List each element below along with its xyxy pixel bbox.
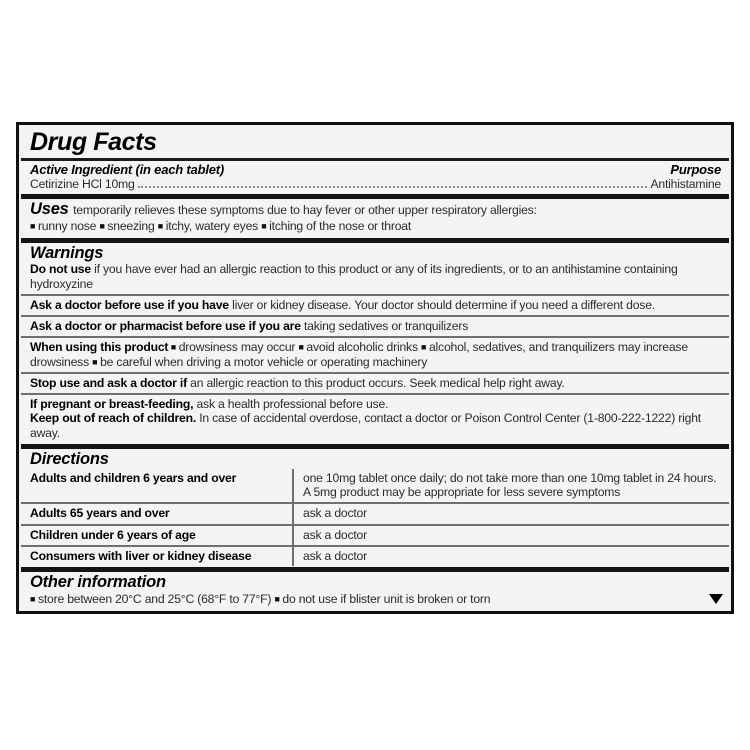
square-bullet-icon: ■	[421, 342, 429, 353]
square-bullet-icon: ■	[298, 342, 307, 353]
bullet-text: sneezing	[107, 219, 158, 234]
leader-dots	[138, 179, 648, 188]
square-bullet-icon: ■	[274, 593, 283, 604]
purpose-value: Antihistamine	[650, 177, 721, 191]
warning-lead: Do not use	[30, 262, 91, 277]
active-ingredient-value-row	[21, 177, 729, 193]
table-row	[21, 525, 729, 546]
warnings-heading-row	[21, 243, 729, 294]
bullet-text: store between 20°C and 25°C (68°F to 77°F)	[37, 591, 275, 606]
warning-when-using	[21, 336, 729, 372]
uses-heading: Uses	[30, 200, 69, 219]
warning-text: taking sedatives or tranquilizers	[303, 319, 469, 334]
directions-heading: Directions	[30, 450, 109, 468]
warning-children	[30, 411, 720, 440]
warning-lead: Ask a doctor before use if you have	[30, 297, 229, 312]
warning-ask-doctor-pharmacist	[21, 315, 729, 336]
warning-lead: Ask a doctor or pharmacist before use if you are	[30, 319, 301, 334]
square-bullet-icon: ■	[261, 221, 270, 232]
uses-intro-line	[30, 201, 722, 219]
other-information-line	[21, 592, 729, 608]
warning-lead: When using this product	[30, 340, 169, 355]
warnings-block	[21, 238, 729, 444]
directions-age-group: Adults 65 years and over	[21, 503, 293, 524]
other-information-items	[30, 592, 490, 606]
bullet-text: be careful when driving a motor vehicle or operating machinery	[100, 354, 428, 369]
square-bullet-icon: ■	[30, 593, 38, 604]
square-bullet-icon: ■	[92, 356, 101, 367]
table-row	[21, 546, 729, 566]
bullet-text: itchy, watery eyes	[165, 219, 262, 234]
warning-text: liver or kidney disease. Your doctor should determine if you need a different dose.	[232, 297, 655, 312]
warning-do-not-use	[30, 262, 720, 291]
warning-text: In case of accidental overdose, contact a doctor or Poison Control Center (1-800-222-1222) right away.	[30, 411, 701, 440]
warning-pregnancy-children	[21, 393, 729, 443]
other-information-heading: Other information	[30, 573, 166, 592]
warning-lead: If pregnant or breast-feeding,	[30, 397, 194, 412]
directions-age-group: Consumers with liver or kidney disease	[21, 546, 293, 566]
table-row	[21, 503, 729, 524]
bullet-text: avoid alcoholic drinks	[306, 340, 422, 355]
directions-dose: ask a doctor	[293, 503, 729, 524]
square-bullet-icon: ■	[30, 221, 38, 232]
purpose-heading: Purpose	[670, 162, 721, 177]
warning-lead: Stop use and ask a doctor if	[30, 375, 187, 390]
uses-block	[21, 194, 729, 237]
directions-block	[21, 444, 729, 567]
square-bullet-icon: ■	[168, 342, 179, 353]
active-ingredient-heading: Active Ingredient (in each tablet)	[30, 162, 225, 177]
warning-stop-use	[21, 372, 729, 393]
warning-text: an allergic reaction to this product occurs. Seek medical help right away.	[190, 375, 565, 390]
directions-dose: ask a doctor	[293, 546, 729, 566]
scroll-down-triangle-icon[interactable]	[709, 594, 723, 604]
uses-symptom-list	[30, 219, 722, 233]
directions-dose: one 10mg tablet once daily; do not take more than one 10mg tablet in 24 hours. A 5mg product may be appropriate for less severe symptoms	[303, 470, 717, 500]
warning-pregnancy	[30, 397, 720, 411]
warnings-heading: Warnings	[30, 243, 104, 262]
directions-age-group: Adults and children 6 years and over	[21, 469, 293, 504]
square-bullet-icon: ■	[99, 221, 108, 232]
square-bullet-icon: ■	[157, 221, 166, 232]
bullet-text: itching of the nose or throat	[269, 219, 412, 234]
drug-facts-label	[16, 122, 734, 614]
title-block	[21, 127, 729, 194]
uses-intro: temporarily relieves these symptoms due to hay fever or other upper respiratory allergies:	[73, 203, 537, 218]
page-title: Drug Facts	[30, 128, 157, 156]
bullet-text: runny nose	[37, 219, 100, 234]
active-ingredient-heading-row	[21, 161, 729, 177]
directions-dose: ask a doctor	[293, 525, 729, 546]
bullet-text: do not use if blister unit is broken or torn	[282, 591, 491, 606]
other-information-block	[21, 567, 729, 609]
warning-text: ask a health professional before use.	[196, 397, 389, 412]
bullet-text: alcohol, sedatives, and tranquilizers may increase drowsiness	[30, 340, 688, 369]
table-row	[21, 469, 729, 504]
bullet-text: drowsiness may occur	[178, 340, 299, 355]
directions-table	[21, 469, 729, 566]
active-ingredient-value: Cetirizine HCl 10mg	[30, 177, 135, 191]
warning-lead: Keep out of reach of children.	[30, 411, 196, 426]
warning-text: if you have ever had an allergic reaction to this product or any of its ingredients, or to an antihistamine containing hydroxyzine	[30, 262, 678, 291]
directions-age-group: Children under 6 years of age	[21, 525, 293, 546]
warning-ask-doctor-have	[21, 294, 729, 315]
